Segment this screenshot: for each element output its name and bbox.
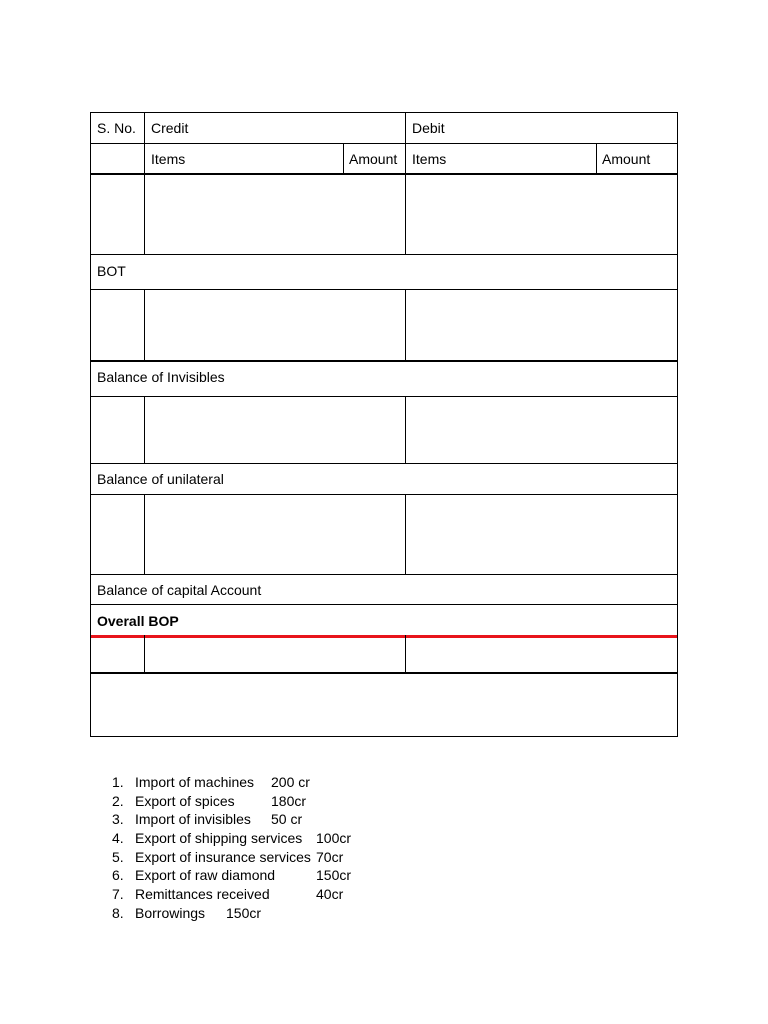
col-divider	[405, 112, 406, 254]
section-capital: Balance of capital Account	[97, 582, 262, 598]
header-debit-amount: Amount	[602, 151, 651, 167]
row-divider	[90, 289, 678, 290]
row-divider	[90, 574, 678, 575]
header-sno: S. No.	[97, 120, 136, 136]
section-unilateral: Balance of unilateral	[97, 471, 224, 487]
col-divider	[144, 289, 145, 361]
item-amount: 40cr	[316, 886, 344, 903]
row-divider	[90, 254, 678, 255]
item-number: 4.	[112, 830, 124, 847]
header-debit: Debit	[412, 120, 445, 136]
col-divider	[405, 289, 406, 361]
col-divider	[343, 143, 344, 174]
section-overall-bop: Overall BOP	[97, 613, 179, 629]
item-number: 1.	[112, 774, 124, 790]
row-divider	[90, 494, 678, 495]
item-description: Import of machines	[135, 774, 255, 790]
col-divider	[405, 494, 406, 574]
col-divider	[596, 143, 597, 174]
item-amount: 180cr	[271, 792, 307, 809]
red-highlight-line	[90, 635, 678, 638]
section-bot: BOT	[97, 263, 126, 279]
row-divider	[90, 396, 678, 397]
item-description: Export of spices	[135, 792, 235, 809]
row-divider	[90, 672, 678, 674]
col-divider	[144, 635, 145, 673]
item-amount: 150cr	[316, 867, 352, 884]
table-border-bottom	[90, 736, 678, 737]
col-divider	[144, 396, 145, 463]
item-description: Import of invisibles	[135, 811, 251, 828]
section-invisibles: Balance of Invisibles	[97, 369, 225, 385]
item-number: 8.	[112, 904, 124, 921]
item-amount: 100cr	[316, 830, 352, 847]
header-credit-items: Items	[151, 151, 186, 167]
item-number: 3.	[112, 811, 124, 828]
table-border-right	[677, 112, 678, 737]
item-number: 2.	[112, 792, 124, 809]
item-number: 7.	[112, 886, 124, 903]
header-credit: Credit	[151, 120, 189, 136]
row-divider	[90, 360, 678, 362]
row-divider	[90, 604, 678, 605]
item-amount: 50 cr	[271, 811, 303, 828]
header-credit-amount: Amount	[349, 151, 398, 167]
row-divider	[90, 143, 678, 144]
item-description: Export of insurance services	[135, 848, 311, 865]
col-divider	[405, 396, 406, 463]
col-divider	[405, 635, 406, 673]
item-description: Export of shipping services	[135, 830, 303, 847]
table-border-top	[90, 112, 678, 113]
col-divider	[144, 494, 145, 574]
item-number: 6.	[112, 867, 124, 884]
header-debit-items: Items	[412, 151, 447, 167]
row-divider	[90, 463, 678, 464]
item-amount: 200 cr	[271, 774, 310, 790]
col-divider	[144, 112, 145, 254]
table-border-left	[90, 112, 91, 737]
item-description: Export of raw diamond	[135, 867, 276, 884]
item-description: Borrowings	[135, 904, 206, 921]
item-number: 5.	[112, 848, 124, 865]
item-description: Remittances received	[135, 886, 270, 903]
header-divider	[90, 173, 678, 175]
item-amount: 150cr	[226, 904, 262, 921]
item-amount: 70cr	[316, 848, 344, 865]
